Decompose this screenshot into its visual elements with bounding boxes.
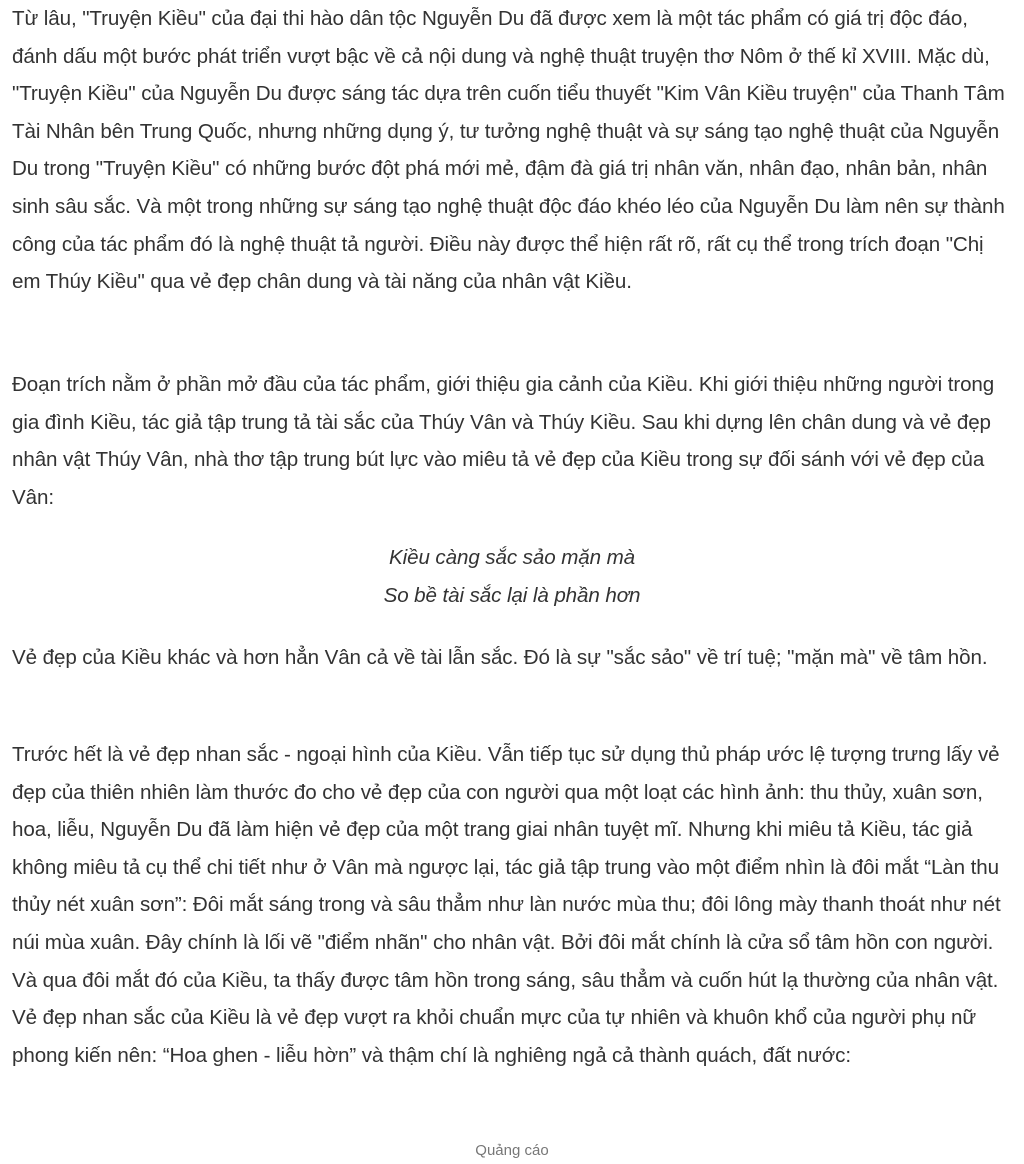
ad-label: Quảng cáo [475, 1142, 549, 1159]
paragraph-intro: Từ lâu, "Truyện Kiều" của đại thi hào dân tộc Nguyễn Du đã được xem là một tác phẩm có giá trị độc đáo, đánh dấu một bước phát triển vượt bậc về cả nội dung và nghệ thuật truyện thơ Nôm ở thế kỉ XVIII. Mặc dù, "Truyện Kiều" của Nguyễn Du được sáng tác dựa trên cuốn tiểu thuyết "Kim Vân Kiều truyện" của Thanh Tâm Tài Nhân bên Trung Quốc, nhưng những dụng ý, tư tưởng nghệ thuật và sự sáng tạo nghệ thuật của Nguyễn Du trong "Truyện Kiều" có những bước đột phá mới mẻ, đậm đà giá trị nhân văn, nhân đạo, nhân bản, nhân sinh sâu sắc. Và một trong những sự sáng tạo nghệ thuật độc đáo khéo léo của Nguyễn Du làm nên sự thành công của tác phẩm đó là nghệ thuật tả người. Điều này được thể hiện rất rõ, rất cụ thể trong trích đoạn "Chị em Thúy Kiều" qua vẻ đẹp chân dung và tài năng của nhân vật Kiều. [12, 7, 1005, 294]
paragraph-comparison: Vẻ đẹp của Kiều khác và hơn hẳn Vân cả về tài lẫn sắc. Đó là sự "sắc sảo" về trí tuệ; "mặn mà" về tâm hồn. [12, 646, 988, 669]
paragraph-beauty-analysis: Trước hết là vẻ đẹp nhan sắc - ngoại hình của Kiều. Vẫn tiếp tục sử dụng thủ pháp ước lệ tượng trưng lấy vẻ đẹp của thiên nhiên làm thước đo cho vẻ đẹp của con người qua một loạt các hình ảnh: thu thủy, xuân sơn, hoa, liễu, Nguyễn Du đã làm hiện vẻ đẹp của một trang giai nhân tuyệt mĩ. Nhưng khi miêu tả Kiều, tác giả không miêu tả cụ thể chi tiết như ở Vân mà ngược lại, tác giả tập trung vào một điểm nhìn là đôi mắt “Làn thu thủy nét xuân sơn”: Đôi mắt sáng trong và sâu thẳm như làn nước mùa thu; đôi lông mày thanh thoát như nét núi mùa xuân. Đây chính là lối vẽ "điểm nhãn" cho nhân vật. Bởi đôi mắt chính là cửa sổ tâm hồn con người. Và qua đôi mắt đó của Kiều, ta thấy được tâm hồn trong sáng, sâu thẳm và cuốn hút lạ thường của nhân vật. Vẻ đẹp nhan sắc của Kiều là vẻ đẹp vượt ra khỏi chuẩn mực của tự nhiên và khuôn khổ của người phụ nữ phong kiến nên: “Hoa ghen - liễu hờn” và thậm chí là nghiêng ngả cả thành quách, đất nước: [12, 743, 1001, 1067]
poem-quote [12, 539, 1012, 614]
poem-line-1: Kiều càng sắc sảo mặn mà [388, 546, 635, 569]
paragraph-excerpt-context: Đoạn trích nằm ở phần mở đầu của tác phẩm, giới thiệu gia cảnh của Kiều. Khi giới thiệu những người trong gia đình Kiều, tác giả tập trung tả tài sắc của Thúy Vân và Thúy Kiều. Sau khi dựng lên chân dung và vẻ đẹp nhân vật Thúy Vân, nhà thơ tập trung bút lực vào miêu tả vẻ đẹp của Kiều trong sự đối sánh với vẻ đẹp của Vân: [12, 373, 995, 509]
poem-line-2: So bề tài sắc lại là phần hơn [383, 583, 641, 607]
